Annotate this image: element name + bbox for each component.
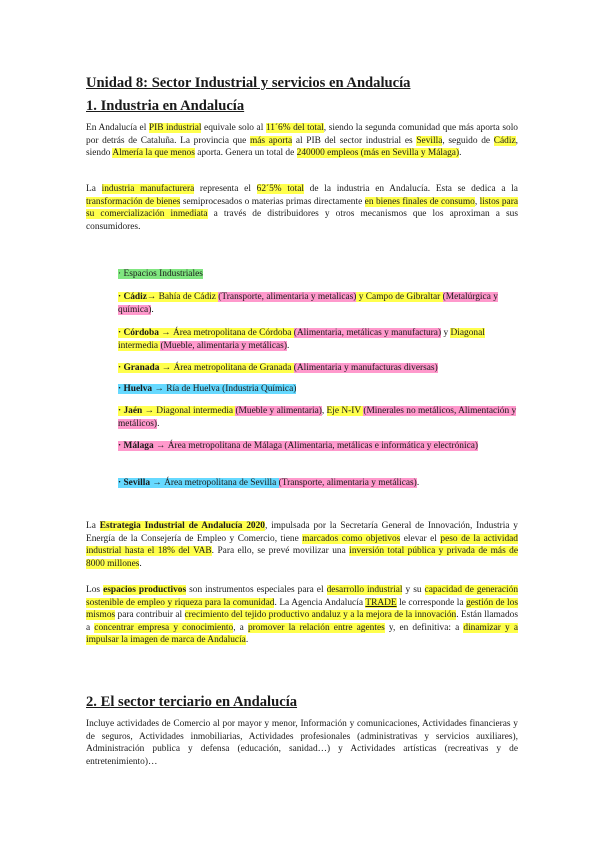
highlighted-text: · Jaén → [118,406,157,416]
list-item-cordoba [118,327,518,352]
highlighted-text: · Málaga → [118,441,168,451]
highlighted-text: (Industria Química) [222,384,297,394]
highlighted-text: · Sevilla → [118,478,165,488]
text-run: . La Agencia Andalucía [274,597,366,608]
text-run: aporta. Genera un total de [194,148,297,159]
highlighted-text: (Alimentaria y manufacturas diversas) [293,363,438,373]
highlighted-text: · Córdoba → [118,328,173,338]
highlighted-text: · Espacios Industriales [118,269,203,279]
text-run: , [321,406,327,416]
highlighted-text: Cádiz [493,135,516,146]
highlighted-text: inversión total pública y privada de más de 8000 millones [86,546,519,569]
highlighted-text: (Mueble, alimentaria y metálicas) [160,340,287,351]
list-item-sevilla [118,477,518,490]
document-title: Unidad 8: Sector Industrial y servicios en Andalucía [86,75,411,91]
highlighted-text: más aporta [249,135,293,146]
text-run: Los [86,585,104,595]
highlighted-text: · Granada → [118,363,174,373]
text-run: . [157,418,160,429]
highlighted-text: Área metropolitana de Granada [173,363,294,373]
highlighted-text: Eje N-IV [326,406,364,416]
highlighted-text: Área metropolitana de Málaga [167,441,285,451]
highlighted-text: listos para su comercialización inmediata [86,196,518,220]
text-run: . [139,558,142,569]
highlighted-text: espacios productivos [103,585,187,595]
highlighted-text: gestión de los mismos [86,597,518,621]
highlighted-text: y Campo de Gibraltar [356,292,443,302]
paragraph-industry-pib [86,122,518,160]
list-item-huelva [118,383,518,396]
highlighted-text: (Alimentaria, metálicas e informática y electrónica) [284,441,479,451]
text-run: a través de distribuidores y otros mecanismos que los aproximan a sus consumidores. [86,209,518,232]
highlighted-text: (Alimentaria, metálicas y manufactura) [293,328,442,338]
highlighted-text: Sevilla [416,135,443,146]
list-item-malaga [118,440,518,453]
highlighted-text: desarrollo industrial [326,585,403,595]
text-run: , [474,196,480,207]
highlighted-text: (Mueble y alimentaria) [235,406,322,416]
paragraph-industrial-strategy [86,520,518,570]
highlighted-text: Área metropolitana de Córdoba [172,328,294,338]
text-run: . [459,148,462,159]
text-run: , siendo [86,135,518,159]
highlighted-text: en bienes finales de consumo [364,196,475,207]
text-run: para contribuir al [115,610,185,621]
text-run: al PIB del sector industrial es [292,135,417,146]
paragraph-manufacturing [86,183,518,233]
highlighted-text: transformación de bienes [86,196,181,207]
text-run: y [441,328,451,338]
text-run: y, en definitiva: a [384,622,464,633]
paragraph-tertiary-sector [86,718,518,768]
highlighted-text: industria manufacturera [101,184,195,194]
highlighted-text: (Minerales no metálicos, Alimentación y metálicos) [118,406,517,429]
highlighted-text: promover la relación entre agentes [247,622,385,633]
highlighted-text: peso de la actividad industrial hasta el 18% del VAB [86,533,518,557]
text-run: representa el [194,184,257,194]
text-run: , siendo la segunda comunidad que más aporta solo por detrás de Cataluña. La provincia que [86,123,518,146]
highlighted-text: (Metalúrgica y química) [118,292,498,315]
highlighted-text: 62´5% total [256,184,304,194]
highlighted-text: marcados como objetivos [302,533,401,544]
highlighted-text: Ría de Huelva [166,384,223,394]
paragraph-productive-spaces [86,584,518,647]
text-run: En Andalucía el [86,123,149,133]
text-run: y su [402,585,425,595]
text-run: . Para ello, se prevé movilizar una [211,546,350,557]
highlighted-text: Bahía de Cádiz [156,292,219,302]
highlighted-text: 11´6% del total [265,123,324,133]
highlighted-text: crecimiento del tejido productivo andaluz y a la mejora de la innovación [184,610,457,621]
text-run: La [86,521,100,531]
text-run: le corresponde la [396,597,467,608]
section-2-heading: 2. El sector terciario en Andalucía [86,694,298,710]
highlighted-text: Diagonal intermedia [118,328,485,351]
text-run: . [286,340,290,351]
text-run: . [245,635,249,646]
list-item-granada [118,362,518,375]
highlighted-text: Almería la que menos [112,148,195,159]
text-run: elevar el [400,533,441,544]
text-run: equivale solo al [201,123,266,133]
text-run: . [416,478,420,488]
list-item-industrial-spaces [118,268,518,281]
highlighted-text: (Transporte, alimentaria y metálicas) [278,478,417,488]
highlighted-text: concentrar empresa y conocimiento [94,622,234,633]
text-run: La [86,184,102,194]
text-run: . [151,304,154,315]
highlighted-text: 240000 empleos (más en Sevilla y Málaga) [296,148,460,159]
highlighted-text: (Transporte, alimentaria y metalicas) [218,292,357,302]
highlighted-text: · Cádiz→ [118,292,157,302]
section-1-heading: 1. Industria en Andalucía [86,98,245,114]
highlighted-text: · Huelva → [118,384,167,394]
text-run: son instrumentos especiales para el [186,585,327,595]
highlighted-text: capacidad de generación sostenible de empleo y riqueza para la comunidad [86,585,519,608]
list-item-cadiz [118,291,518,316]
text-run: , impulsada por la Secretaría General de Innovación, Industria y Energía de la Consejería de Empleo y Comercio, tiene [86,521,518,544]
text-run: semiprocesados o materias primas directamente [180,196,365,207]
highlighted-text: PIB industrial [148,123,202,133]
highlighted-text: Diagonal intermedia [156,406,236,416]
text-run: , seguido de [442,135,494,146]
highlighted-text: Estrategia Industrial de Andalucía 2020 [99,521,265,531]
text-run: . Están llamados a [86,610,518,633]
list-item-jaen [118,405,518,430]
text-run: Incluye actividades de Comercio al por mayor y menor, Información y comunicaciones, Actividades financieras y de seguros, Actividades inmobiliarias, Actividades profesionales (administrativas y servicios auxiliares), Administración publica y defensa (educación, sanidad…) y Actividades artísticas (recreativas y de entretenimiento)… [86,719,518,767]
highlighted-text: TRADE [365,597,397,608]
text-run: de la industria en Andalucía. Esta se dedica a la [303,184,518,194]
highlighted-text: Área metropolitana de Sevilla [164,478,279,488]
text-run: , a [233,622,248,633]
highlighted-text: dinamizar y a impulsar la imagen de marca de Andalucía [86,622,518,646]
